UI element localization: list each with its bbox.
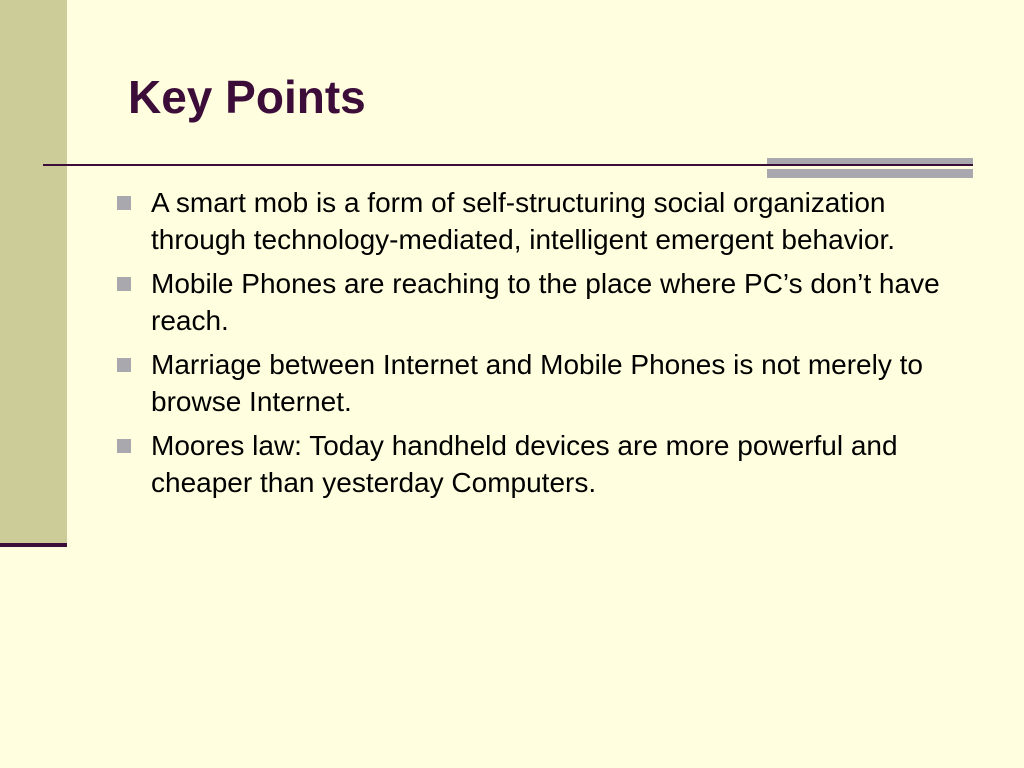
bullet-item	[117, 428, 977, 501]
bullet-text: A smart mob is a form of self-structuring social organization through technology-mediated, intelligent emergent behavior.	[151, 187, 896, 255]
bullet-text: Marriage between Internet and Mobile Phones is not merely to browse Internet.	[151, 349, 923, 417]
accent-bar-bottom	[767, 169, 973, 178]
left-side-band	[0, 0, 67, 545]
square-bullet-icon	[117, 439, 131, 453]
bullet-list	[117, 185, 977, 509]
side-band-bottom-rule	[0, 543, 67, 547]
slide-title: Key Points	[128, 71, 366, 123]
bullet-item	[117, 185, 977, 258]
bullet-item	[117, 266, 977, 339]
bullet-item	[117, 347, 977, 420]
bullet-text: Moores law: Today handheld devices are more powerful and cheaper than yesterday Computers.	[151, 430, 898, 498]
bullet-text: Mobile Phones are reaching to the place where PC’s don’t have reach.	[151, 268, 940, 336]
title-divider	[43, 164, 973, 166]
square-bullet-icon	[117, 358, 131, 372]
square-bullet-icon	[117, 277, 131, 291]
square-bullet-icon	[117, 196, 131, 210]
